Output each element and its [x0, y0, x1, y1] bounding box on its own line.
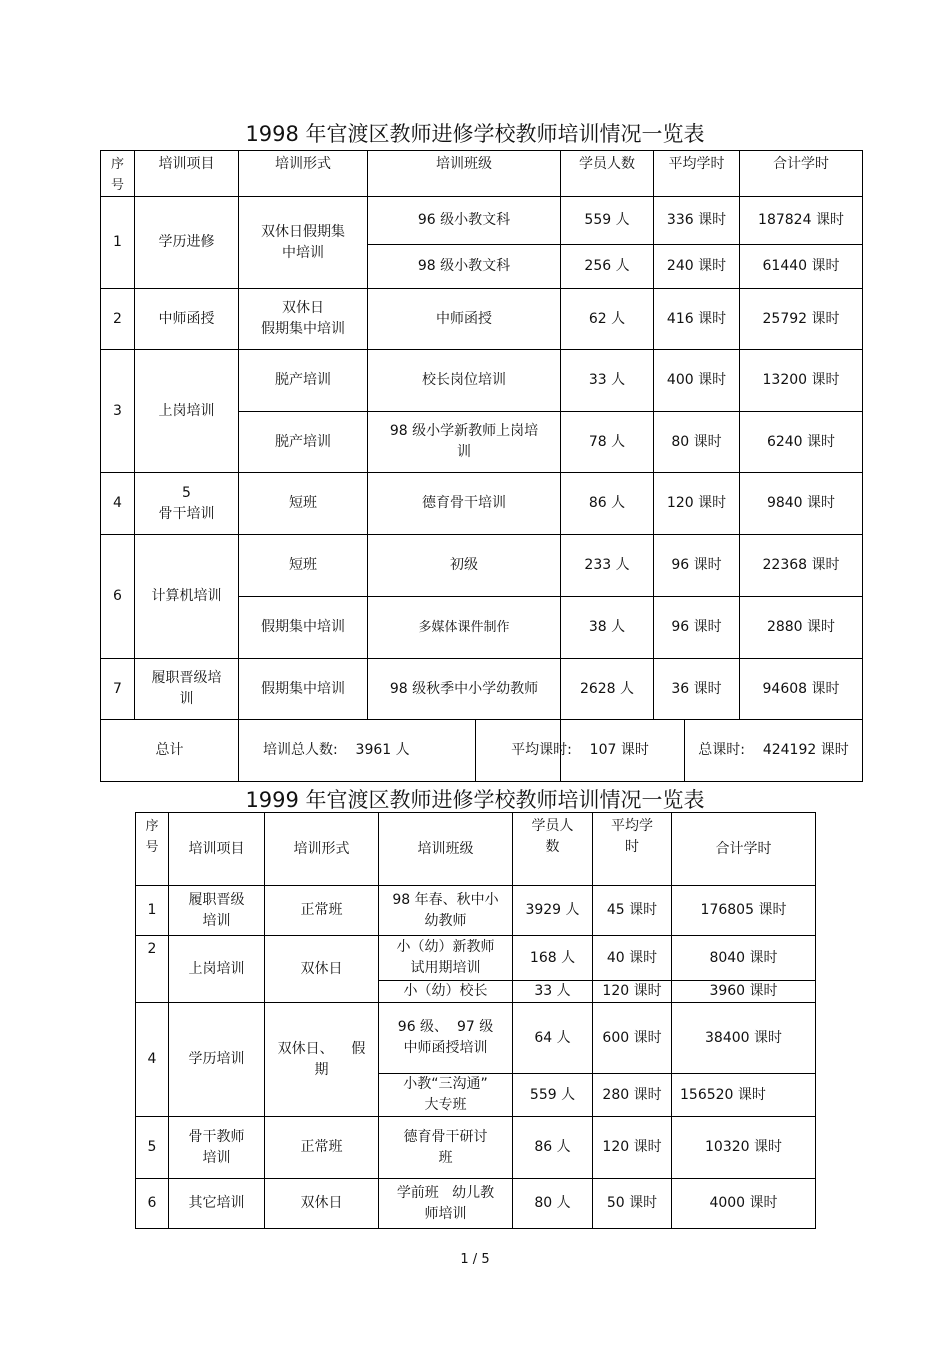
class-cell: 学前班 幼儿教 师培训	[379, 1179, 513, 1229]
seq-cell: 1	[136, 886, 169, 936]
table-row	[136, 936, 816, 981]
students-cell: 62 人	[561, 289, 654, 350]
class-cell: 德育骨干研讨 班	[379, 1117, 513, 1179]
class-cell: 中师函授	[368, 289, 561, 350]
avg-cell: 600 课时	[593, 1003, 672, 1074]
total-cell: 61440 课时	[740, 245, 863, 289]
summary-label: 总计	[101, 720, 239, 782]
table1-title: 1998 年官渡区教师进修学校教师培训情况一览表	[245, 122, 705, 146]
project-cell: 5 骨干培训	[135, 473, 239, 535]
project-cell: 计算机培训	[135, 535, 239, 659]
table-row	[101, 289, 863, 350]
seq-cell: 4	[101, 473, 135, 535]
project-cell: 上岗培训	[169, 936, 265, 1003]
summary-total: 总课时: 424192 课时	[698, 742, 849, 758]
header-avg: 平均学 时	[593, 813, 672, 886]
header-row	[136, 813, 816, 886]
table-row	[101, 350, 863, 412]
avg-cell: 336 课时	[654, 197, 740, 245]
class-cell: 多媒体课件制作	[368, 597, 561, 659]
avg-cell: 240 课时	[654, 245, 740, 289]
header-project: 培训项目	[169, 813, 265, 886]
header-form: 培训形式	[265, 813, 379, 886]
header-students: 学员人数	[561, 151, 654, 197]
avg-cell: 96 课时	[654, 535, 740, 597]
summary-hours	[511, 720, 863, 782]
form-cell: 脱产培训	[239, 350, 368, 412]
avg-cell: 416 课时	[654, 289, 740, 350]
table-row	[136, 1117, 816, 1179]
seq-cell: 6	[101, 535, 135, 659]
form-cell: 双休日假期集 中培训	[239, 197, 368, 289]
students-cell: 233 人	[561, 535, 654, 597]
seq-cell: 2	[136, 936, 169, 1003]
form-cell: 假期集中培训	[239, 659, 368, 720]
table-row	[101, 197, 863, 245]
table-row	[136, 886, 816, 936]
seq-cell: 2	[101, 289, 135, 350]
form-cell: 双休日 假期集中培训	[239, 289, 368, 350]
class-cell: 初级	[368, 535, 561, 597]
students-cell: 78 人	[561, 412, 654, 473]
summary-people: 培训总人数: 3961 人	[239, 720, 561, 782]
form-cell: 双休日	[265, 936, 379, 1003]
students-cell: 86 人	[513, 1117, 593, 1179]
summary-row	[101, 720, 863, 782]
total-cell: 187824 课时	[740, 197, 863, 245]
students-cell: 559 人	[513, 1074, 593, 1117]
avg-cell: 400 课时	[654, 350, 740, 412]
class-cell: 98 级小教文科	[368, 245, 561, 289]
table-1998	[100, 150, 863, 782]
avg-cell: 50 课时	[593, 1179, 672, 1229]
project-cell: 其它培训	[169, 1179, 265, 1229]
students-cell: 33 人	[513, 981, 593, 1003]
seq-cell: 1	[101, 197, 135, 289]
students-cell: 2628 人	[561, 659, 654, 720]
header-class: 培训班级	[368, 151, 561, 197]
header-avg: 平均学时	[654, 151, 740, 197]
students-cell: 256 人	[561, 245, 654, 289]
total-cell: 13200 课时	[740, 350, 863, 412]
project-cell: 履职晋级培 训	[135, 659, 239, 720]
table-1999	[135, 812, 816, 1229]
class-cell: 98 年春、秋中小 幼教师	[379, 886, 513, 936]
avg-cell: 280 课时	[593, 1074, 672, 1117]
total-cell: 9840 课时	[740, 473, 863, 535]
students-cell: 168 人	[513, 936, 593, 981]
avg-cell: 120 课时	[593, 981, 672, 1003]
table-row	[136, 1003, 816, 1074]
avg-cell: 120 课时	[654, 473, 740, 535]
students-cell: 33 人	[561, 350, 654, 412]
project-cell: 学历进修	[135, 197, 239, 289]
form-cell: 短班	[239, 535, 368, 597]
total-cell: 94608 课时	[740, 659, 863, 720]
total-cell: 176805 课时	[672, 886, 816, 936]
avg-cell: 45 课时	[593, 886, 672, 936]
form-cell: 正常班	[265, 886, 379, 936]
table-row	[101, 659, 863, 720]
students-cell: 3929 人	[513, 886, 593, 936]
total-cell: 3960 课时	[672, 981, 816, 1003]
form-cell: 短班	[239, 473, 368, 535]
form-cell: 双休日、 假 期	[265, 1003, 379, 1117]
students-cell: 80 人	[513, 1179, 593, 1229]
project-cell: 上岗培训	[135, 350, 239, 473]
total-cell: 6240 课时	[740, 412, 863, 473]
project-cell: 中师函授	[135, 289, 239, 350]
total-cell: 25792 课时	[740, 289, 863, 350]
seq-cell: 4	[136, 1003, 169, 1117]
table2-title: 1999 年官渡区教师进修学校教师培训情况一览表	[245, 788, 705, 812]
header-row	[101, 151, 863, 197]
table-row	[101, 535, 863, 597]
header-class: 培训班级	[379, 813, 513, 886]
total-cell: 8040 课时	[672, 936, 816, 981]
students-cell: 38 人	[561, 597, 654, 659]
class-cell: 小教“三沟通” 大专班	[379, 1074, 513, 1117]
total-cell: 38400 课时	[672, 1003, 816, 1074]
class-cell: 98 级秋季中小学幼教师	[368, 659, 561, 720]
form-cell: 脱产培训	[239, 412, 368, 473]
header-total: 合计学时	[740, 151, 863, 197]
form-cell: 假期集中培训	[239, 597, 368, 659]
students-cell: 64 人	[513, 1003, 593, 1074]
total-cell: 10320 课时	[672, 1117, 816, 1179]
total-cell: 4000 课时	[672, 1179, 816, 1229]
header-total: 合计学时	[672, 813, 816, 886]
seq-cell: 3	[101, 350, 135, 473]
seq-cell: 6	[136, 1179, 169, 1229]
class-cell: 96 级、 97 级 中师函授培训	[379, 1003, 513, 1074]
header-students: 学员人 数	[513, 813, 593, 886]
total-cell: 22368 课时	[740, 535, 863, 597]
form-cell: 双休日	[265, 1179, 379, 1229]
class-cell: 98 级小学新教师上岗培 训	[368, 412, 561, 473]
header-form: 培训形式	[239, 151, 368, 197]
seq-cell: 7	[101, 659, 135, 720]
project-cell: 学历培训	[169, 1003, 265, 1117]
avg-cell: 120 课时	[593, 1117, 672, 1179]
seq-cell: 5	[136, 1117, 169, 1179]
avg-cell: 96 课时	[654, 597, 740, 659]
class-cell: 校长岗位培训	[368, 350, 561, 412]
project-cell: 履职晋级 培训	[169, 886, 265, 936]
header-seq: 序 号	[101, 151, 135, 197]
page-number: 1 / 5	[460, 1252, 490, 1267]
class-cell: 96 级小教文科	[368, 197, 561, 245]
project-cell: 骨干教师 培训	[169, 1117, 265, 1179]
students-cell: 86 人	[561, 473, 654, 535]
avg-cell: 36 课时	[654, 659, 740, 720]
header-seq: 序 号	[136, 813, 169, 886]
avg-cell: 80 课时	[654, 412, 740, 473]
table-row	[101, 473, 863, 535]
summary-avg: 平均课时: 107 课时	[475, 720, 685, 781]
form-cell: 正常班	[265, 1117, 379, 1179]
class-cell: 小（幼）校长	[379, 981, 513, 1003]
table-row	[136, 1179, 816, 1229]
total-cell: 156520 课时	[672, 1074, 816, 1117]
class-cell: 德育骨干培训	[368, 473, 561, 535]
class-cell: 小（幼）新教师 试用期培训	[379, 936, 513, 981]
total-cell: 2880 课时	[740, 597, 863, 659]
students-cell: 559 人	[561, 197, 654, 245]
header-project: 培训项目	[135, 151, 239, 197]
avg-cell: 40 课时	[593, 936, 672, 981]
